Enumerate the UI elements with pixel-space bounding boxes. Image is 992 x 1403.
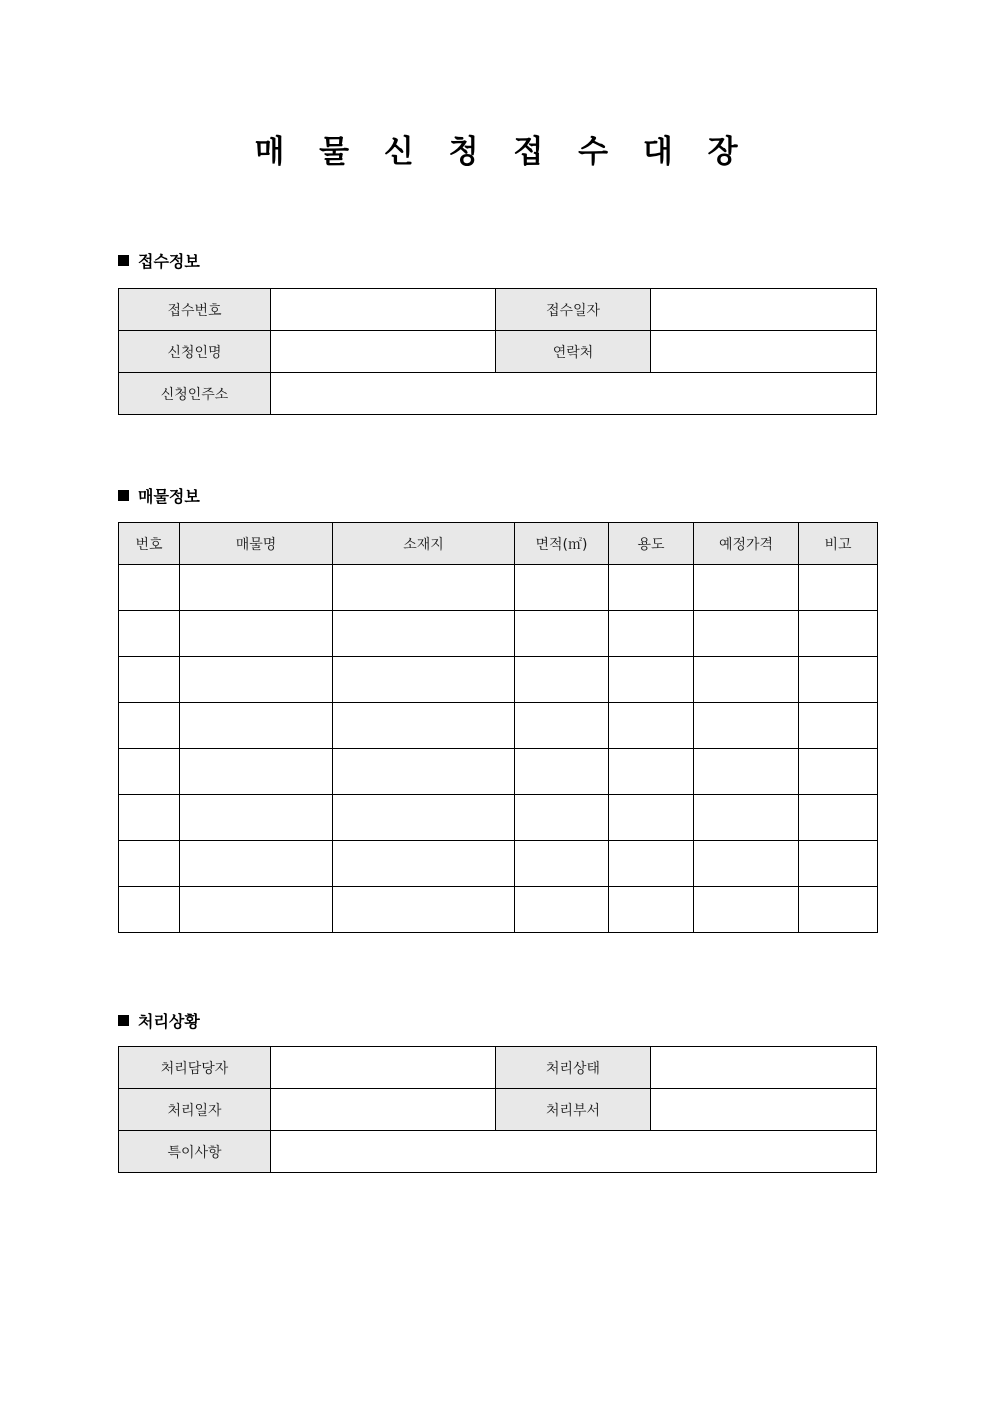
cell-remarks[interactable] <box>799 565 878 611</box>
label-handler: 처리담당자 <box>119 1047 271 1089</box>
field-applicant-address[interactable] <box>271 373 877 415</box>
table-row <box>119 749 878 795</box>
receipt-info-table <box>118 288 877 415</box>
cell-price[interactable] <box>694 841 799 887</box>
label-applicant-address: 신청인주소 <box>119 373 271 415</box>
column-header-name: 매물명 <box>180 523 333 565</box>
section-heading-process-label: 처리상황 <box>138 1012 200 1031</box>
cell-name[interactable] <box>180 565 333 611</box>
cell-usage[interactable] <box>609 795 694 841</box>
table-row <box>119 611 878 657</box>
cell-name[interactable] <box>180 749 333 795</box>
field-receipt-number[interactable] <box>271 289 496 331</box>
cell-remarks[interactable] <box>799 795 878 841</box>
field-contact[interactable] <box>651 331 877 373</box>
label-special-notes: 특이사항 <box>119 1131 271 1173</box>
square-bullet-icon <box>118 255 129 266</box>
cell-price[interactable] <box>694 657 799 703</box>
cell-usage[interactable] <box>609 565 694 611</box>
column-header-area: 면적(㎡) <box>515 523 609 565</box>
cell-usage[interactable] <box>609 657 694 703</box>
page-title: 매 물 신 청 접 수 대 장 <box>254 134 750 170</box>
cell-usage[interactable] <box>609 841 694 887</box>
column-header-number: 번호 <box>119 523 180 565</box>
cell-number[interactable] <box>119 703 180 749</box>
cell-price[interactable] <box>694 611 799 657</box>
section-heading-receipt-label: 접수정보 <box>138 252 200 271</box>
field-process-department[interactable] <box>651 1089 877 1131</box>
column-header-remarks: 비고 <box>799 523 878 565</box>
cell-location[interactable] <box>333 841 515 887</box>
field-handler[interactable] <box>271 1047 496 1089</box>
property-table-body <box>119 565 878 933</box>
cell-location[interactable] <box>333 657 515 703</box>
field-special-notes[interactable] <box>271 1131 877 1173</box>
label-process-date: 처리일자 <box>119 1089 271 1131</box>
table-row <box>119 887 878 933</box>
field-process-status[interactable] <box>651 1047 877 1089</box>
cell-name[interactable] <box>180 887 333 933</box>
table-row <box>119 703 878 749</box>
cell-remarks[interactable] <box>799 749 878 795</box>
cell-location[interactable] <box>333 565 515 611</box>
cell-area[interactable] <box>515 611 609 657</box>
cell-location[interactable] <box>333 887 515 933</box>
label-receipt-date: 접수일자 <box>496 289 651 331</box>
table-row <box>119 1089 877 1131</box>
label-applicant-name: 신청인명 <box>119 331 271 373</box>
label-receipt-number: 접수번호 <box>119 289 271 331</box>
cell-number[interactable] <box>119 565 180 611</box>
cell-area[interactable] <box>515 749 609 795</box>
label-process-status: 처리상태 <box>496 1047 651 1089</box>
column-header-usage: 용도 <box>609 523 694 565</box>
cell-location[interactable] <box>333 749 515 795</box>
cell-name[interactable] <box>180 795 333 841</box>
cell-number[interactable] <box>119 887 180 933</box>
cell-name[interactable] <box>180 657 333 703</box>
section-heading-process <box>118 1011 200 1033</box>
square-bullet-icon <box>118 1015 129 1026</box>
table-row <box>119 373 877 415</box>
table-row <box>119 1131 877 1173</box>
table-row <box>119 1047 877 1089</box>
cell-remarks[interactable] <box>799 841 878 887</box>
cell-number[interactable] <box>119 749 180 795</box>
cell-area[interactable] <box>515 887 609 933</box>
cell-number[interactable] <box>119 795 180 841</box>
cell-remarks[interactable] <box>799 703 878 749</box>
cell-price[interactable] <box>694 749 799 795</box>
cell-number[interactable] <box>119 611 180 657</box>
section-heading-property-label: 매물정보 <box>138 487 200 506</box>
cell-remarks[interactable] <box>799 657 878 703</box>
cell-name[interactable] <box>180 703 333 749</box>
process-status-table <box>118 1046 877 1173</box>
cell-usage[interactable] <box>609 749 694 795</box>
cell-area[interactable] <box>515 565 609 611</box>
table-row <box>119 657 878 703</box>
cell-remarks[interactable] <box>799 887 878 933</box>
table-header-row <box>119 523 878 565</box>
cell-name[interactable] <box>180 841 333 887</box>
table-row <box>119 331 877 373</box>
cell-remarks[interactable] <box>799 611 878 657</box>
cell-area[interactable] <box>515 657 609 703</box>
cell-area[interactable] <box>515 841 609 887</box>
cell-area[interactable] <box>515 703 609 749</box>
label-process-department: 처리부서 <box>496 1089 651 1131</box>
cell-usage[interactable] <box>609 887 694 933</box>
column-header-location: 소재지 <box>333 523 515 565</box>
section-heading-property <box>118 486 200 508</box>
cell-price[interactable] <box>694 887 799 933</box>
property-listing-table <box>118 522 878 933</box>
square-bullet-icon <box>118 490 129 501</box>
cell-number[interactable] <box>119 657 180 703</box>
field-process-date[interactable] <box>271 1089 496 1131</box>
label-contact: 연락처 <box>496 331 651 373</box>
cell-name[interactable] <box>180 611 333 657</box>
cell-location[interactable] <box>333 611 515 657</box>
cell-number[interactable] <box>119 841 180 887</box>
cell-price[interactable] <box>694 795 799 841</box>
cell-area[interactable] <box>515 795 609 841</box>
cell-usage[interactable] <box>609 611 694 657</box>
cell-price[interactable] <box>694 565 799 611</box>
table-row <box>119 795 878 841</box>
cell-usage[interactable] <box>609 703 694 749</box>
table-row <box>119 565 878 611</box>
table-row <box>119 841 878 887</box>
section-heading-receipt <box>118 251 200 273</box>
column-header-price: 예정가격 <box>694 523 799 565</box>
cell-location[interactable] <box>333 795 515 841</box>
cell-location[interactable] <box>333 703 515 749</box>
field-applicant-name[interactable] <box>271 331 496 373</box>
field-receipt-date[interactable] <box>651 289 877 331</box>
cell-price[interactable] <box>694 703 799 749</box>
table-row <box>119 289 877 331</box>
